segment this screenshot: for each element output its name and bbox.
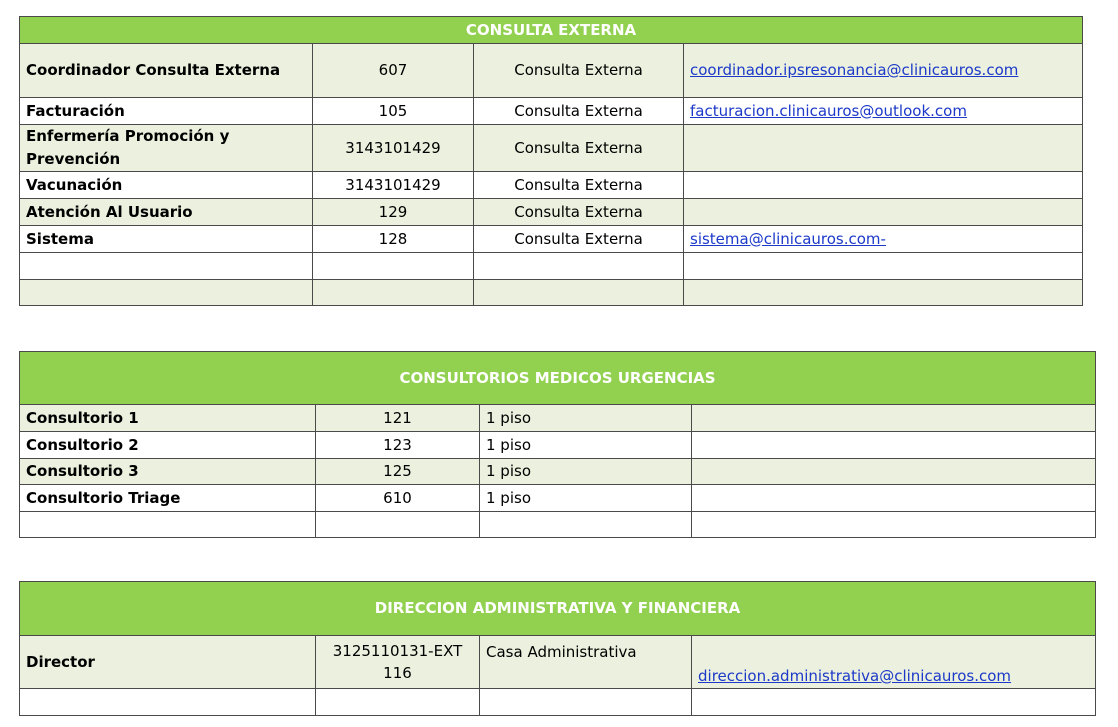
table-direccion-administrativa: [19, 581, 1096, 716]
row-ext: 125: [316, 459, 480, 485]
row-email-empty: [684, 172, 1083, 199]
table-consultorios-urgencias: [19, 351, 1096, 538]
table-row: [20, 459, 1096, 485]
row-location: Consulta Externa: [474, 44, 684, 98]
empty-row: [20, 280, 1083, 306]
table-row: [20, 226, 1083, 253]
section-title: CONSULTORIOS MEDICOS URGENCIAS: [20, 352, 1096, 405]
table-row: [20, 44, 1083, 98]
email-link[interactable]: direccion.administrativa@clinicauros.com: [698, 667, 1012, 685]
email-link[interactable]: coordinador.ipsresonancia@clinicauros.com: [690, 61, 1019, 79]
row-location: 1 piso: [480, 459, 692, 485]
row-name: Enfermería Promoción y Prevención: [20, 125, 313, 172]
row-email-empty: [692, 405, 1096, 432]
email-link[interactable]: facturacion.clinicauros@outlook.com: [690, 101, 967, 120]
empty-row: [20, 253, 1083, 280]
row-name: Coordinador Consulta Externa: [20, 44, 313, 98]
row-ext: 121: [316, 405, 480, 432]
row-ext: 129: [313, 199, 474, 226]
row-ext: 607: [313, 44, 474, 98]
table-consulta-externa: [19, 16, 1083, 306]
row-ext: 3143101429: [313, 172, 474, 199]
empty-row: [20, 512, 1096, 538]
table-row: [20, 636, 1096, 689]
row-name: Vacunación: [20, 172, 313, 199]
row-location: Consulta Externa: [474, 172, 684, 199]
row-name: Sistema: [20, 226, 313, 253]
row-email-empty: [692, 485, 1096, 512]
row-location: 1 piso: [480, 432, 692, 459]
table-row: [20, 98, 1083, 125]
section-title: CONSULTA EXTERNA: [20, 17, 1083, 44]
row-name: Director: [20, 636, 316, 689]
row-name: Consultorio 1: [20, 405, 316, 432]
row-location: Consulta Externa: [474, 199, 684, 226]
row-name: Consultorio Triage: [20, 485, 316, 512]
email-link[interactable]: sistema@clinicauros.com-: [690, 229, 886, 248]
table-row: [20, 172, 1083, 199]
row-ext: 3143101429: [313, 125, 474, 172]
row-ext: 105: [313, 98, 474, 125]
row-location: 1 piso: [480, 485, 692, 512]
row-email-empty: [692, 432, 1096, 459]
row-location: Consulta Externa: [474, 98, 684, 125]
row-email-empty: [684, 199, 1083, 226]
row-location: Consulta Externa: [474, 226, 684, 253]
table-row: [20, 125, 1083, 172]
row-location: 1 piso: [480, 405, 692, 432]
row-ext: 3125110131-EXT 116: [316, 636, 480, 689]
row-ext: 123: [316, 432, 480, 459]
table-row: [20, 405, 1096, 432]
table-row: [20, 432, 1096, 459]
row-ext: 610: [316, 485, 480, 512]
row-location: Consulta Externa: [474, 125, 684, 172]
empty-row: [20, 689, 1096, 716]
row-name: Consultorio 2: [20, 432, 316, 459]
row-email-empty: [692, 459, 1096, 485]
row-location: Casa Administrativa: [480, 636, 692, 689]
row-name: Consultorio 3: [20, 459, 316, 485]
row-name: Facturación: [20, 98, 313, 125]
section-title: DIRECCION ADMINISTRATIVA Y FINANCIERA: [20, 582, 1096, 636]
table-row: [20, 199, 1083, 226]
table-row: [20, 485, 1096, 512]
row-name: Atención Al Usuario: [20, 199, 313, 226]
row-ext: 128: [313, 226, 474, 253]
row-email-empty: [684, 125, 1083, 172]
